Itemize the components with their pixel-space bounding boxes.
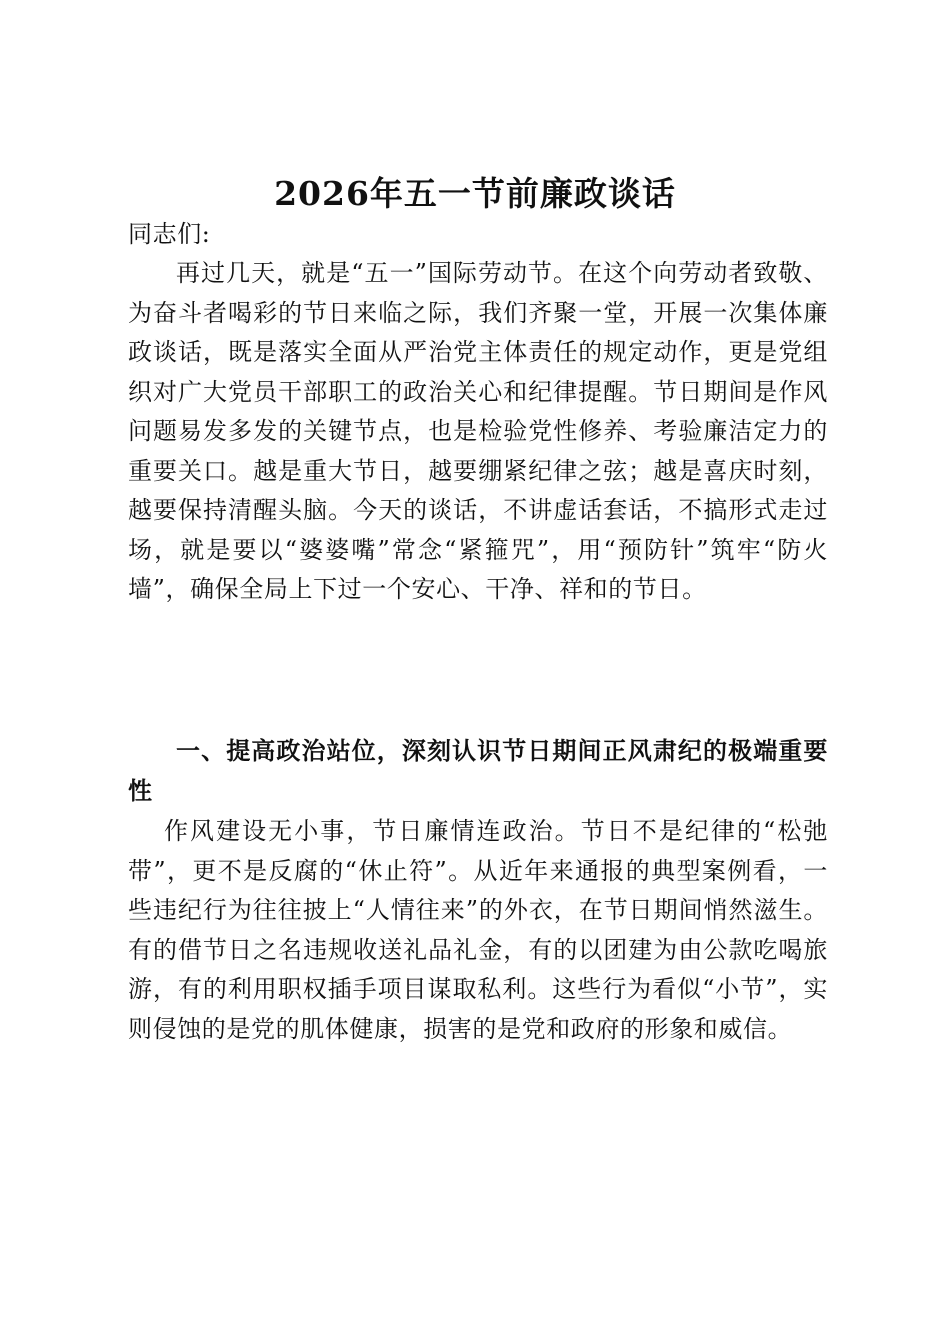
document-title: 2026年五一节前廉政谈话 — [274, 174, 676, 213]
section-1-paragraph: 作风建设无小事，节日廉情连政治。节日不是纪律的“松弛带”，更不是反腐的“休止符”。从近年来通报的典型案例看，一些违纪行为往往披上“人情往来”的外衣，在节日期间悄然滋生。有的借节日之名违规收送礼品礼金，有的以团建为由公款吃喝旅游，有的利用职权插手项目谋取私利。这些行为看似“小节”，实则侵蚀的是党的肌体健康，损害的是党和政府的形象和威信。 — [128, 817, 828, 1043]
salutation: 同志们: — [128, 220, 211, 248]
section-heading-1: 一、提高政治站位，深刻认识节日期间正风肃纪的极端重要性 — [128, 737, 828, 805]
intro-paragraph: 再过几天，就是“五一”国际劳动节。在这个向劳动者致敬、为奋斗者喝彩的节日来临之际，我们齐聚一堂，开展一次集体廉政谈话，既是落实全面从严治党主体责任的规定动作，更是党组织对广大党员干部职工的政治关心和纪律提醒。节日期间是作风问题易发多发的关键节点，也是检验党性修养、考验廉洁定力的重要关口。越是重大节日，越要绷紧纪律之弦；越是喜庆时刻，越要保持清醒头脑。今天的谈话，不讲虚话套话，不搞形式走过场，就是要以“婆婆嘴”常念“紧箍咒”，用“预防针”筑牢“防火墙”，确保全局上下过一个安心、干净、祥和的节日。 — [128, 259, 828, 603]
